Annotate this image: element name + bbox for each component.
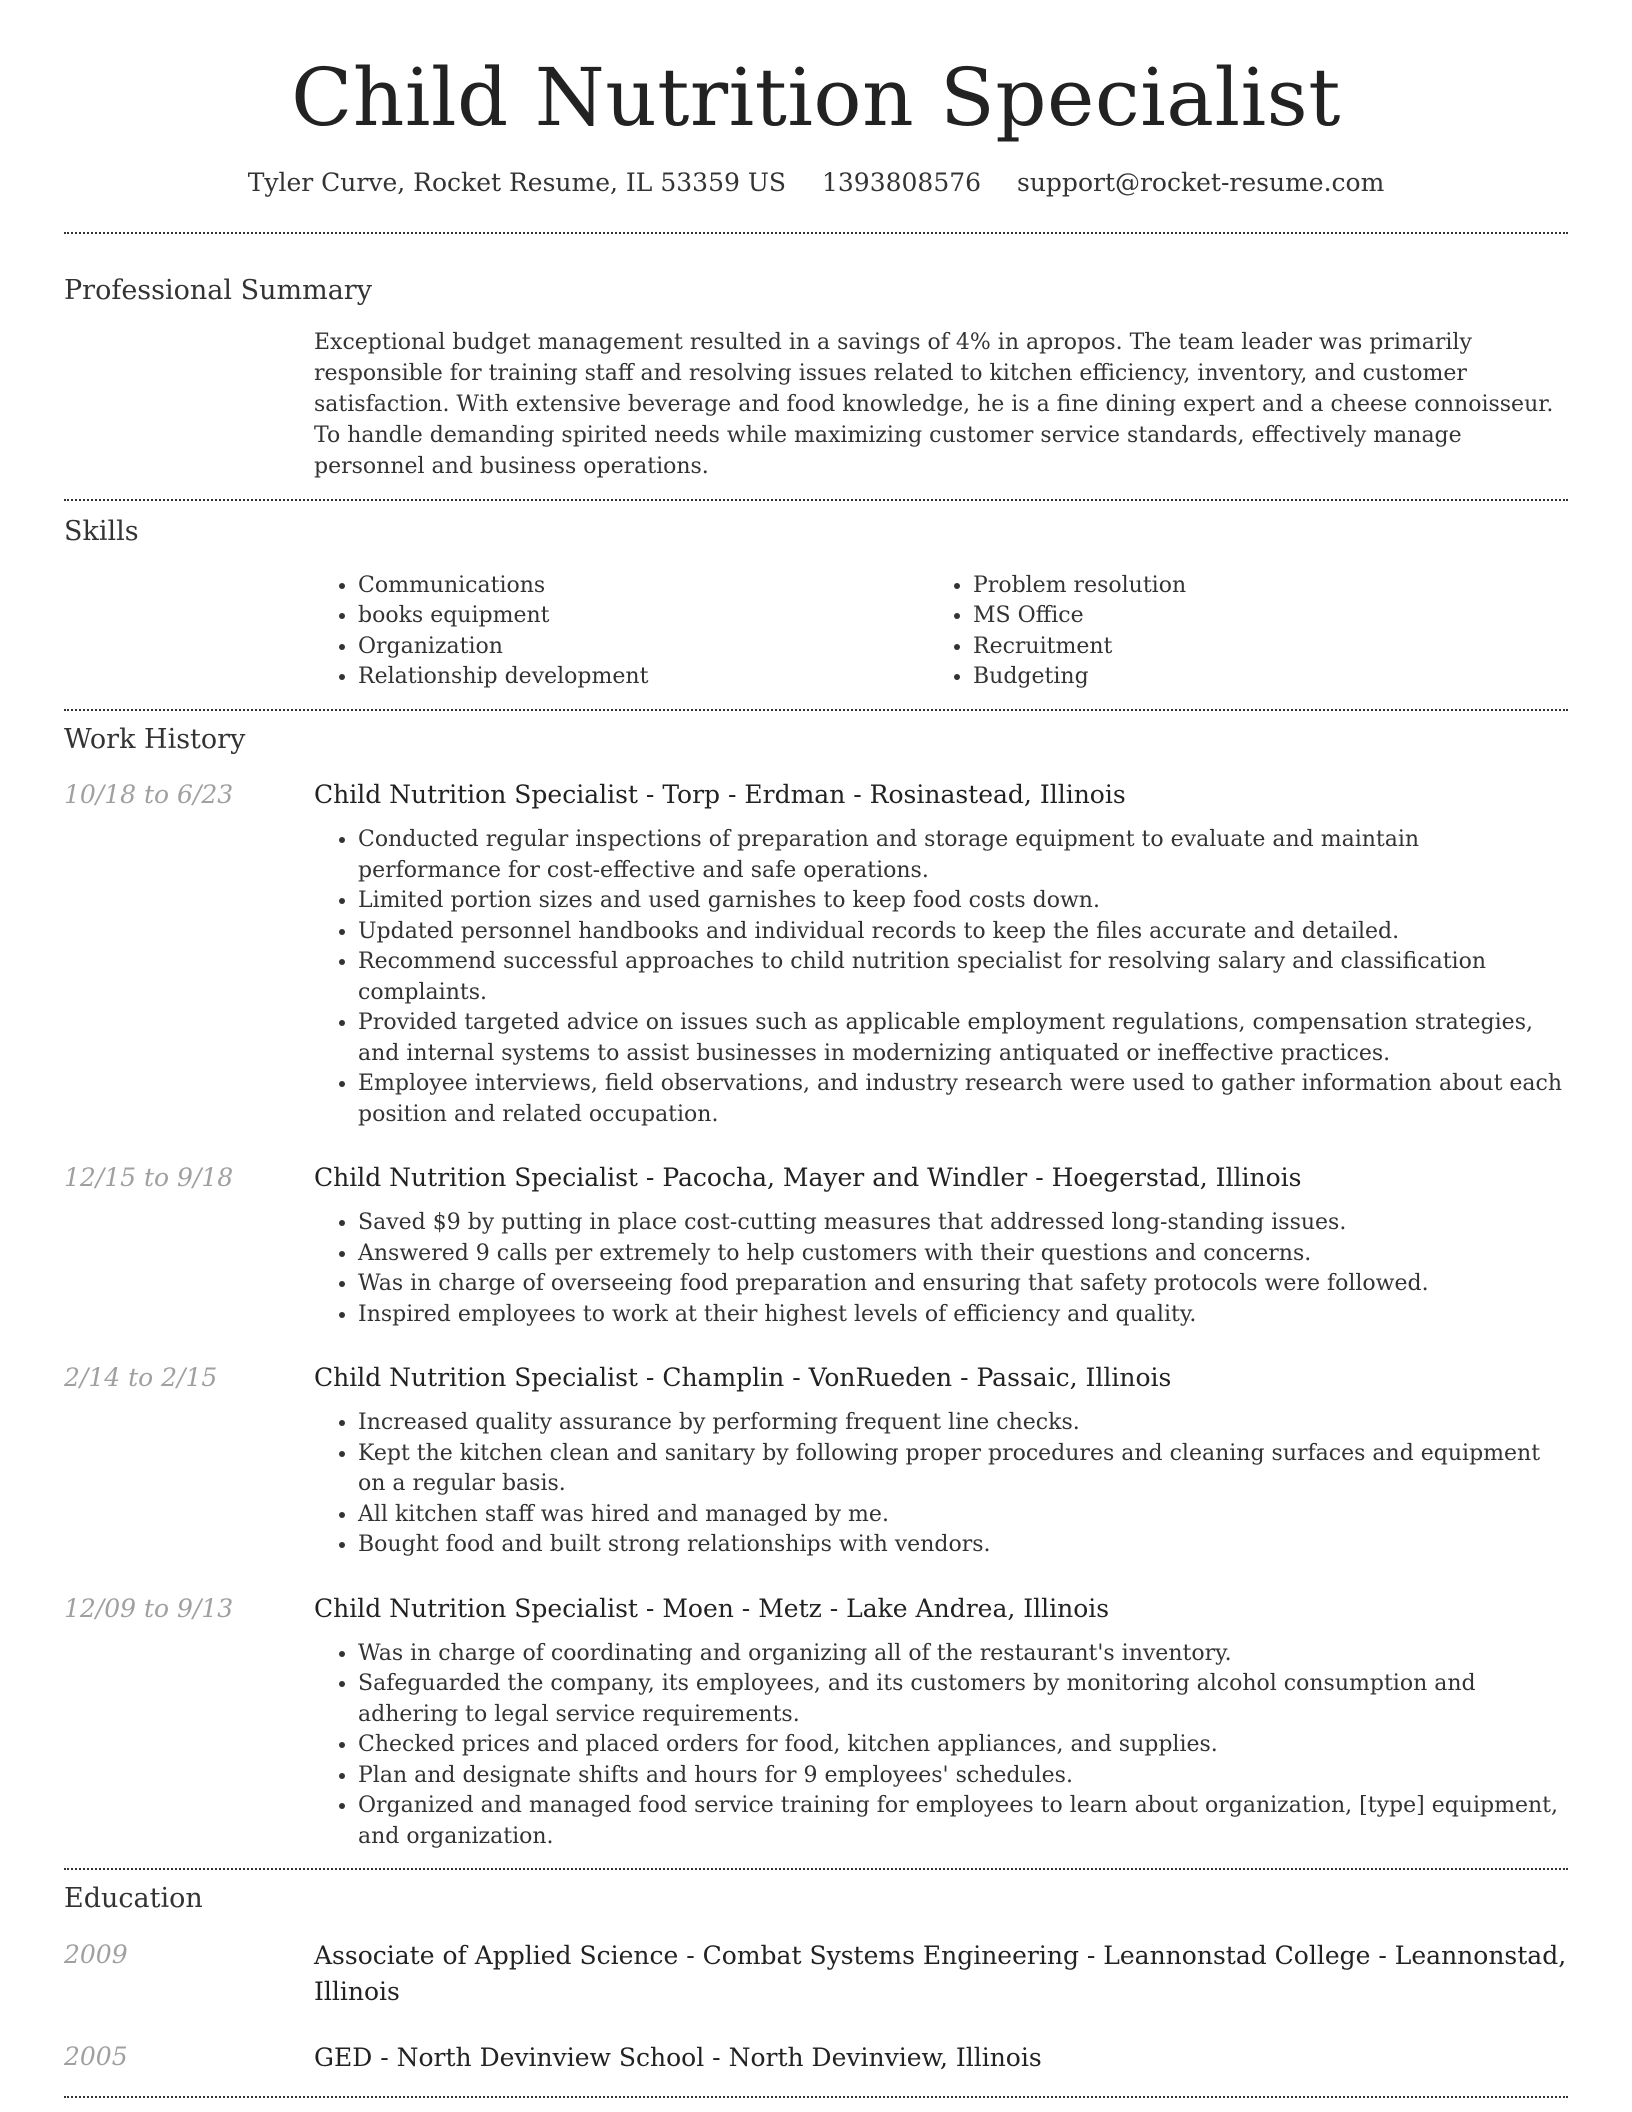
skill-item: • Budgeting [973, 662, 1544, 693]
skills-list-right [929, 571, 1544, 693]
job-body [314, 1361, 1568, 1561]
skills-columns [314, 571, 1568, 693]
work-divider [64, 1868, 1568, 1870]
education-entry [64, 2040, 1568, 2076]
job-bullet: • Employee interviews, field observations, and industry research were used to gather information about each position and related occupation. [358, 1069, 1568, 1130]
job-title: Child Nutrition Specialist - Pacocha, Mayer and Windler - Hoegerstad, Illinois [314, 1163, 1302, 1193]
candidate-name: Child Nutrition Specialist [291, 51, 1341, 144]
job-bullet: • Saved $9 by putting in place cost-cutting measures that addressed long-standing issues. [358, 1208, 1568, 1239]
skill-item: • Recruitment [973, 632, 1544, 663]
job-date: 12/09 to 9/13 [64, 1593, 234, 1623]
education-title-text: GED - North Devinview School - North Devinview, Illinois [314, 2042, 1042, 2072]
job-date: 12/15 to 9/18 [64, 1163, 234, 1193]
education-date: 2009 [64, 1939, 128, 1969]
contact-email: support@rocket-resume.com [1017, 168, 1385, 197]
job-bullet: • Limited portion sizes and used garnishes to keep food costs down. [358, 886, 1568, 917]
job-bullet: • Kept the kitchen clean and sanitary by following proper procedures and cleaning surfaces and equipment on a regular basis. [358, 1439, 1568, 1500]
resume-page [64, 0, 1568, 2098]
skill-item: • MS Office [973, 601, 1544, 632]
job-bullet: • Organized and managed food service training for employees to learn about organization, [type] equipment, and organization. [358, 1791, 1568, 1852]
job-title: Child Nutrition Specialist - Torp - Erdman - Rosinastead, Illinois [314, 780, 1126, 810]
summary-section [64, 275, 1568, 482]
skill-item: • Organization [358, 632, 929, 663]
job-bullets [314, 1639, 1568, 1853]
job-body [314, 1592, 1568, 1853]
job-date: 2/14 to 2/15 [64, 1363, 218, 1393]
job-bullets [314, 825, 1568, 1130]
job-bullet: • Increased quality assurance by performing frequent line checks. [358, 1408, 1568, 1439]
job-date: 10/18 to 6/23 [64, 780, 234, 810]
job-title: Child Nutrition Specialist - Champlin - VonRueden - Passaic, Illinois [314, 1363, 1172, 1393]
header-divider [64, 232, 1568, 234]
education-title-text: Associate of Applied Science - Combat Systems Engineering - Leannonstad College - Leannonstad, Illinois [314, 1940, 1567, 2006]
skills-section [64, 516, 1568, 692]
skills-title: Skills [64, 516, 139, 548]
job-bullet: • Recommend successful approaches to child nutrition specialist for resolving salary and classification complaints. [358, 947, 1568, 1008]
job-bullet: • All kitchen staff was hired and managed by me. [358, 1500, 1568, 1531]
job-bullet: • Bought food and built strong relationships with vendors. [358, 1530, 1568, 1561]
summary-text: Exceptional budget management resulted in a savings of 4% in apropos. The team leader was primarily responsible for training staff and resolving issues related to kitchen efficiency, inventory, and customer satisfaction. With extensive beverage and food knowledge, he is a fine dining expert and a cheese connoisseur. To handle demanding spirited needs while maximizing customer service standards, effectively manage personnel and business operations. [314, 330, 1554, 480]
job-bullet: • Inspired employees to work at their highest levels of efficiency and quality. [358, 1300, 1568, 1331]
job-entry [64, 1592, 1568, 1853]
contact-address: Tyler Curve, Rocket Resume, IL 53359 US [247, 168, 787, 197]
job-bullet: • Conducted regular inspections of preparation and storage equipment to evaluate and maintain performance for cost-effective and safe operations. [358, 825, 1568, 886]
skill-item: • Communications [358, 571, 929, 602]
education-date: 2005 [64, 2041, 128, 2071]
contact-line [64, 168, 1568, 198]
skills-list-left [314, 571, 929, 693]
skills-divider [64, 709, 1568, 711]
education-title: Education [64, 1883, 203, 1915]
skills-column-right [929, 571, 1544, 693]
education-entry [64, 1938, 1568, 2010]
skill-item: • books equipment [358, 601, 929, 632]
education-body [314, 1938, 1568, 2010]
summary-divider [64, 499, 1568, 501]
summary-title: Professional Summary [64, 275, 372, 306]
job-bullet: • Answered 9 calls per extremely to help customers with their questions and concerns. [358, 1239, 1568, 1270]
education-body [314, 2040, 1568, 2076]
job-entry [64, 1361, 1568, 1561]
work-section [64, 724, 1568, 1852]
job-body [314, 778, 1568, 1130]
job-bullet: • Safeguarded the company, its employees, and its customers by monitoring alcohol consumption and adhering to legal service requirements. [358, 1669, 1568, 1730]
job-entry [64, 778, 1568, 1130]
resume-header [64, 0, 1568, 198]
skill-item: • Problem resolution [973, 571, 1544, 602]
job-bullet: • Updated personnel handbooks and individual records to keep the files accurate and detailed. [358, 917, 1568, 948]
contact-phone: 1393808576 [821, 168, 982, 197]
education-section [64, 1883, 1568, 2075]
education-divider [64, 2096, 1568, 2098]
job-bullets [314, 1408, 1568, 1561]
job-bullets [314, 1208, 1568, 1330]
skills-column-left [314, 571, 929, 693]
job-bullet: • Was in charge of overseeing food preparation and ensuring that safety protocols were followed. [358, 1269, 1568, 1300]
job-bullet: • Provided targeted advice on issues such as applicable employment regulations, compensation strategies, and internal systems to assist businesses in modernizing antiquated or ineffective practices. [358, 1008, 1568, 1069]
job-entry [64, 1161, 1568, 1330]
job-bullet: • Was in charge of coordinating and organizing all of the restaurant's inventory. [358, 1639, 1568, 1670]
job-bullet: • Plan and designate shifts and hours for 9 employees' schedules. [358, 1761, 1568, 1792]
job-title: Child Nutrition Specialist - Moen - Metz - Lake Andrea, Illinois [314, 1593, 1110, 1623]
job-bullet: • Checked prices and placed orders for food, kitchen appliances, and supplies. [358, 1730, 1568, 1761]
skill-item: • Relationship development [358, 662, 929, 693]
work-title: Work History [64, 723, 246, 755]
job-body [314, 1161, 1568, 1330]
